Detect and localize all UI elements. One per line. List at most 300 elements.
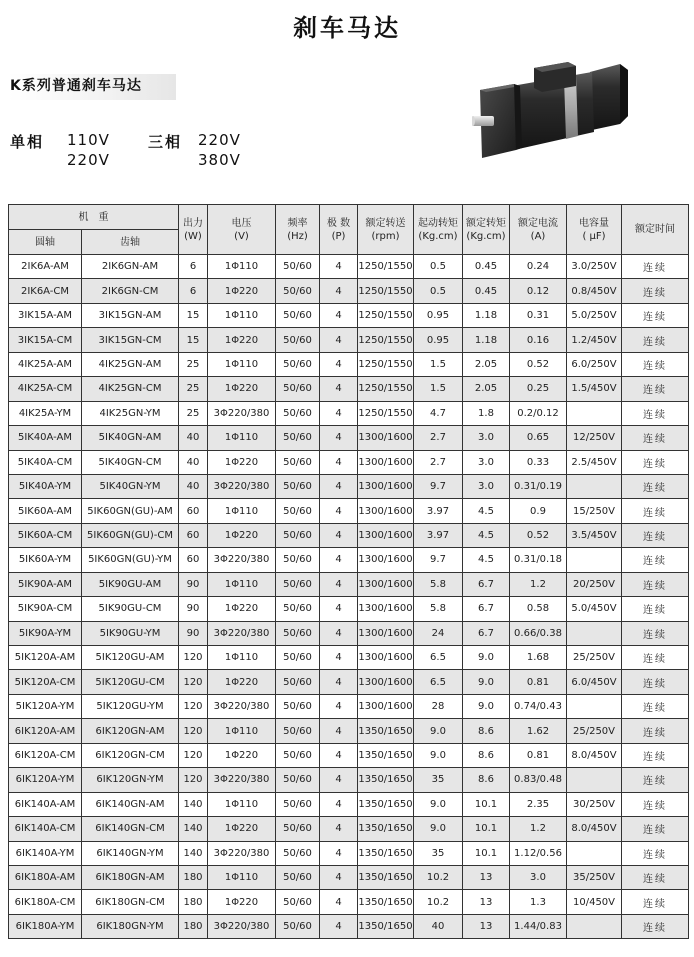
cell-output: 140	[179, 792, 208, 816]
cell-frequency: 50/60	[276, 548, 320, 572]
cell-rated-current: 1.2	[510, 572, 567, 596]
cell-voltage: 1Φ220	[208, 377, 276, 401]
cell-rated-time: 连续	[622, 743, 689, 767]
cell-rated-speed: 1350/1650	[358, 792, 414, 816]
single-phase-voltage-2: 220V	[67, 151, 110, 169]
cell-capacitance: 10/450V	[567, 890, 622, 914]
cell-rated-time: 连续	[622, 646, 689, 670]
header-voltage: 电压 (V)	[208, 205, 276, 255]
cell-poles: 4	[320, 523, 358, 547]
cell-rated-torque: 10.1	[463, 792, 510, 816]
cell-round-shaft-model: 4IK25A-YM	[9, 401, 82, 425]
cell-rated-torque: 8.6	[463, 719, 510, 743]
cell-starting-torque: 9.0	[414, 743, 463, 767]
cell-output: 140	[179, 817, 208, 841]
cell-starting-torque: 10.2	[414, 890, 463, 914]
cell-capacitance: 3.0/250V	[567, 255, 622, 279]
cell-round-shaft-model: 5IK120A-YM	[9, 694, 82, 718]
cell-rated-time: 连续	[622, 597, 689, 621]
cell-voltage: 1Φ110	[208, 499, 276, 523]
cell-poles: 4	[320, 572, 358, 596]
cell-rated-current: 1.3	[510, 890, 567, 914]
header-rated-time: 额定时间	[622, 205, 689, 255]
cell-voltage: 3Φ220/380	[208, 621, 276, 645]
cell-rated-speed: 1350/1650	[358, 914, 414, 938]
cell-rated-speed: 1300/1600	[358, 450, 414, 474]
cell-voltage: 1Φ220	[208, 890, 276, 914]
table-row	[9, 303, 689, 327]
cell-rated-torque: 2.05	[463, 377, 510, 401]
cell-starting-torque: 3.97	[414, 523, 463, 547]
cell-gear-shaft-model: 4IK25GN-AM	[82, 352, 179, 376]
table-row	[9, 743, 689, 767]
cell-round-shaft-model: 5IK90A-AM	[9, 572, 82, 596]
cell-round-shaft-model: 5IK90A-CM	[9, 597, 82, 621]
cell-rated-torque: 8.6	[463, 743, 510, 767]
cell-rated-current: 1.62	[510, 719, 567, 743]
cell-rated-current: 0.74/0.43	[510, 694, 567, 718]
cell-gear-shaft-model: 5IK60GN(GU)-CM	[82, 523, 179, 547]
cell-frequency: 50/60	[276, 865, 320, 889]
cell-voltage: 1Φ110	[208, 572, 276, 596]
cell-rated-time: 连续	[622, 670, 689, 694]
cell-starting-torque: 0.95	[414, 328, 463, 352]
cell-rated-current: 0.66/0.38	[510, 621, 567, 645]
cell-frequency: 50/60	[276, 768, 320, 792]
cell-frequency: 50/60	[276, 719, 320, 743]
cell-gear-shaft-model: 4IK25GN-CM	[82, 377, 179, 401]
cell-round-shaft-model: 6IK180A-CM	[9, 890, 82, 914]
cell-starting-torque: 10.2	[414, 865, 463, 889]
cell-frequency: 50/60	[276, 303, 320, 327]
cell-gear-shaft-model: 5IK90GU-AM	[82, 572, 179, 596]
table-row	[9, 352, 689, 376]
cell-starting-torque: 3.97	[414, 499, 463, 523]
cell-gear-shaft-model: 5IK90GU-CM	[82, 597, 179, 621]
cell-capacitance: 5.0/250V	[567, 303, 622, 327]
cell-output: 25	[179, 352, 208, 376]
cell-rated-torque: 6.7	[463, 597, 510, 621]
cell-rated-torque: 4.5	[463, 548, 510, 572]
cell-voltage: 3Φ220/380	[208, 474, 276, 498]
cell-starting-torque: 9.7	[414, 474, 463, 498]
header-starting-torque: 起动转矩 (Kg.cm)	[414, 205, 463, 255]
cell-rated-speed: 1300/1600	[358, 621, 414, 645]
cell-frequency: 50/60	[276, 279, 320, 303]
cell-rated-current: 0.31/0.19	[510, 474, 567, 498]
cell-starting-torque: 2.7	[414, 450, 463, 474]
cell-starting-torque: 0.95	[414, 303, 463, 327]
cell-rated-time: 连续	[622, 914, 689, 938]
cell-capacitance: 15/250V	[567, 499, 622, 523]
cell-rated-current: 0.31/0.18	[510, 548, 567, 572]
cell-capacitance	[567, 548, 622, 572]
cell-output: 40	[179, 474, 208, 498]
cell-rated-current: 0.58	[510, 597, 567, 621]
cell-round-shaft-model: 2IK6A-AM	[9, 255, 82, 279]
cell-output: 40	[179, 450, 208, 474]
cell-poles: 4	[320, 817, 358, 841]
cell-starting-torque: 35	[414, 768, 463, 792]
cell-round-shaft-model: 6IK120A-YM	[9, 768, 82, 792]
header-rated-speed: 额定转送 (rpm)	[358, 205, 414, 255]
cell-rated-speed: 1300/1600	[358, 548, 414, 572]
cell-rated-torque: 1.18	[463, 328, 510, 352]
cell-poles: 4	[320, 621, 358, 645]
header-rated-current: 额定电流 (A)	[510, 205, 567, 255]
cell-rated-current: 1.12/0.56	[510, 841, 567, 865]
cell-output: 120	[179, 646, 208, 670]
cell-capacitance: 0.8/450V	[567, 279, 622, 303]
cell-capacitance: 20/250V	[567, 572, 622, 596]
cell-rated-time: 连续	[622, 548, 689, 572]
cell-rated-torque: 9.0	[463, 646, 510, 670]
cell-rated-torque: 4.5	[463, 499, 510, 523]
cell-starting-torque: 9.0	[414, 792, 463, 816]
header-capacitance: 电容量 ( μF)	[567, 205, 622, 255]
cell-capacitance: 6.0/450V	[567, 670, 622, 694]
cell-rated-torque: 13	[463, 890, 510, 914]
cell-voltage: 3Φ220/380	[208, 768, 276, 792]
cell-output: 6	[179, 279, 208, 303]
cell-poles: 4	[320, 450, 358, 474]
cell-output: 120	[179, 768, 208, 792]
cell-poles: 4	[320, 352, 358, 376]
cell-frequency: 50/60	[276, 523, 320, 547]
table-row	[9, 450, 689, 474]
cell-voltage: 1Φ110	[208, 792, 276, 816]
cell-rated-time: 连续	[622, 523, 689, 547]
cell-gear-shaft-model: 3IK15GN-CM	[82, 328, 179, 352]
cell-rated-current: 0.12	[510, 279, 567, 303]
header-poles: 极 数 (P)	[320, 205, 358, 255]
cell-rated-current: 1.44/0.83	[510, 914, 567, 938]
cell-output: 120	[179, 694, 208, 718]
table-row	[9, 426, 689, 450]
cell-frequency: 50/60	[276, 890, 320, 914]
cell-rated-time: 连续	[622, 768, 689, 792]
cell-rated-torque: 0.45	[463, 255, 510, 279]
cell-capacitance	[567, 621, 622, 645]
cell-gear-shaft-model: 6IK140GN-YM	[82, 841, 179, 865]
cell-rated-speed: 1300/1600	[358, 694, 414, 718]
cell-rated-torque: 0.45	[463, 279, 510, 303]
three-phase-label: 三相	[148, 133, 183, 151]
table-row	[9, 817, 689, 841]
cell-output: 180	[179, 914, 208, 938]
cell-poles: 4	[320, 743, 358, 767]
cell-output: 25	[179, 401, 208, 425]
cell-starting-torque: 5.8	[414, 572, 463, 596]
cell-round-shaft-model: 6IK180A-AM	[9, 865, 82, 889]
cell-rated-torque: 9.0	[463, 694, 510, 718]
cell-rated-current: 0.52	[510, 523, 567, 547]
cell-output: 15	[179, 328, 208, 352]
cell-capacitance	[567, 841, 622, 865]
cell-round-shaft-model: 5IK90A-YM	[9, 621, 82, 645]
cell-frequency: 50/60	[276, 450, 320, 474]
cell-gear-shaft-model: 5IK120GU-AM	[82, 646, 179, 670]
cell-rated-torque: 2.05	[463, 352, 510, 376]
cell-poles: 4	[320, 768, 358, 792]
header-gear-shaft: 齿轴	[82, 230, 179, 255]
cell-output: 60	[179, 548, 208, 572]
cell-poles: 4	[320, 597, 358, 621]
cell-gear-shaft-model: 5IK40GN-AM	[82, 426, 179, 450]
cell-rated-time: 连续	[622, 841, 689, 865]
cell-gear-shaft-model: 6IK140GN-AM	[82, 792, 179, 816]
cell-rated-speed: 1250/1550	[358, 352, 414, 376]
cell-round-shaft-model: 6IK140A-AM	[9, 792, 82, 816]
cell-round-shaft-model: 5IK60A-YM	[9, 548, 82, 572]
cell-capacitance	[567, 914, 622, 938]
cell-output: 60	[179, 523, 208, 547]
table-row	[9, 548, 689, 572]
cell-frequency: 50/60	[276, 792, 320, 816]
cell-capacitance: 5.0/450V	[567, 597, 622, 621]
cell-rated-current: 0.65	[510, 426, 567, 450]
cell-rated-speed: 1350/1650	[358, 890, 414, 914]
spec-table-body	[9, 255, 689, 939]
table-row	[9, 768, 689, 792]
cell-poles: 4	[320, 548, 358, 572]
cell-rated-speed: 1300/1600	[358, 474, 414, 498]
cell-rated-speed: 1250/1550	[358, 279, 414, 303]
cell-capacitance: 25/250V	[567, 646, 622, 670]
cell-output: 40	[179, 426, 208, 450]
cell-rated-torque: 6.7	[463, 621, 510, 645]
cell-rated-speed: 1300/1600	[358, 426, 414, 450]
cell-rated-time: 连续	[622, 499, 689, 523]
cell-gear-shaft-model: 6IK180GN-AM	[82, 865, 179, 889]
table-row	[9, 914, 689, 938]
cell-rated-speed: 1250/1550	[358, 255, 414, 279]
cell-gear-shaft-model: 2IK6GN-CM	[82, 279, 179, 303]
cell-voltage: 1Φ110	[208, 255, 276, 279]
cell-capacitance: 8.0/450V	[567, 743, 622, 767]
cell-capacitance: 12/250V	[567, 426, 622, 450]
cell-output: 180	[179, 890, 208, 914]
cell-voltage: 3Φ220/380	[208, 841, 276, 865]
cell-rated-current: 0.33	[510, 450, 567, 474]
cell-round-shaft-model: 6IK140A-YM	[9, 841, 82, 865]
cell-starting-torque: 9.7	[414, 548, 463, 572]
cell-starting-torque: 0.5	[414, 255, 463, 279]
table-row	[9, 474, 689, 498]
cell-rated-speed: 1350/1650	[358, 768, 414, 792]
cell-rated-speed: 1250/1550	[358, 303, 414, 327]
cell-round-shaft-model: 6IK140A-CM	[9, 817, 82, 841]
header-frequency: 频率 (Hz)	[276, 205, 320, 255]
table-row	[9, 621, 689, 645]
cell-round-shaft-model: 5IK40A-AM	[9, 426, 82, 450]
table-row	[9, 255, 689, 279]
cell-poles: 4	[320, 914, 358, 938]
cell-poles: 4	[320, 499, 358, 523]
cell-rated-time: 连续	[622, 426, 689, 450]
cell-rated-time: 连续	[622, 474, 689, 498]
cell-rated-time: 连续	[622, 817, 689, 841]
brake-motor-photo	[472, 50, 632, 170]
cell-capacitance	[567, 474, 622, 498]
cell-rated-current: 0.2/0.12	[510, 401, 567, 425]
cell-poles: 4	[320, 474, 358, 498]
cell-gear-shaft-model: 3IK15GN-AM	[82, 303, 179, 327]
header-model: 机 重	[9, 205, 179, 230]
cell-gear-shaft-model: 5IK60GN(GU)-YM	[82, 548, 179, 572]
table-row	[9, 523, 689, 547]
single-phase-voltages	[10, 131, 110, 169]
cell-gear-shaft-model: 5IK120GU-YM	[82, 694, 179, 718]
cell-rated-speed: 1350/1650	[358, 841, 414, 865]
cell-rated-time: 连续	[622, 792, 689, 816]
three-phase-voltage-1: 220V	[198, 131, 241, 149]
cell-rated-time: 连续	[622, 621, 689, 645]
cell-rated-time: 连续	[622, 865, 689, 889]
cell-starting-torque: 35	[414, 841, 463, 865]
cell-frequency: 50/60	[276, 499, 320, 523]
cell-gear-shaft-model: 5IK40GN-YM	[82, 474, 179, 498]
cell-rated-current: 1.68	[510, 646, 567, 670]
cell-poles: 4	[320, 377, 358, 401]
cell-rated-time: 连续	[622, 328, 689, 352]
cell-voltage: 1Φ110	[208, 646, 276, 670]
cell-voltage: 3Φ220/380	[208, 914, 276, 938]
cell-rated-torque: 13	[463, 914, 510, 938]
cell-voltage: 1Φ110	[208, 352, 276, 376]
cell-round-shaft-model: 5IK120A-AM	[9, 646, 82, 670]
cell-voltage: 3Φ220/380	[208, 401, 276, 425]
cell-capacitance	[567, 401, 622, 425]
cell-poles: 4	[320, 255, 358, 279]
cell-frequency: 50/60	[276, 841, 320, 865]
table-row	[9, 670, 689, 694]
cell-voltage: 3Φ220/380	[208, 548, 276, 572]
cell-gear-shaft-model: 5IK40GN-CM	[82, 450, 179, 474]
cell-rated-torque: 9.0	[463, 670, 510, 694]
cell-rated-torque: 1.18	[463, 303, 510, 327]
cell-capacitance: 1.2/450V	[567, 328, 622, 352]
cell-starting-torque: 9.0	[414, 719, 463, 743]
cell-rated-speed: 1350/1650	[358, 817, 414, 841]
cell-rated-speed: 1250/1550	[358, 328, 414, 352]
cell-rated-torque: 3.0	[463, 450, 510, 474]
cell-rated-current: 0.25	[510, 377, 567, 401]
cell-rated-time: 连续	[622, 719, 689, 743]
cell-capacitance	[567, 768, 622, 792]
cell-output: 60	[179, 499, 208, 523]
cell-starting-torque: 1.5	[414, 377, 463, 401]
table-row	[9, 646, 689, 670]
cell-rated-time: 连续	[622, 450, 689, 474]
cell-voltage: 1Φ220	[208, 597, 276, 621]
cell-voltage: 1Φ220	[208, 523, 276, 547]
table-row	[9, 865, 689, 889]
cell-output: 25	[179, 377, 208, 401]
table-row	[9, 377, 689, 401]
cell-gear-shaft-model: 5IK90GU-YM	[82, 621, 179, 645]
cell-round-shaft-model: 6IK120A-CM	[9, 743, 82, 767]
cell-starting-torque: 5.8	[414, 597, 463, 621]
cell-poles: 4	[320, 401, 358, 425]
cell-voltage: 1Φ220	[208, 450, 276, 474]
table-row	[9, 890, 689, 914]
cell-output: 120	[179, 719, 208, 743]
cell-voltage: 1Φ110	[208, 719, 276, 743]
cell-starting-torque: 2.7	[414, 426, 463, 450]
cell-frequency: 50/60	[276, 572, 320, 596]
header-output: 出力 (W)	[179, 205, 208, 255]
cell-rated-torque: 8.6	[463, 768, 510, 792]
cell-poles: 4	[320, 694, 358, 718]
spec-table	[8, 204, 689, 939]
cell-rated-current: 2.35	[510, 792, 567, 816]
cell-gear-shaft-model: 6IK140GN-CM	[82, 817, 179, 841]
cell-round-shaft-model: 5IK40A-CM	[9, 450, 82, 474]
cell-output: 120	[179, 743, 208, 767]
cell-rated-speed: 1350/1650	[358, 719, 414, 743]
cell-output: 140	[179, 841, 208, 865]
cell-rated-speed: 1300/1600	[358, 499, 414, 523]
cell-rated-current: 3.0	[510, 865, 567, 889]
table-row	[9, 694, 689, 718]
cell-output: 90	[179, 572, 208, 596]
cell-output: 15	[179, 303, 208, 327]
table-row	[9, 572, 689, 596]
cell-rated-speed: 1350/1650	[358, 743, 414, 767]
cell-round-shaft-model: 5IK120A-CM	[9, 670, 82, 694]
cell-capacitance: 35/250V	[567, 865, 622, 889]
cell-rated-current: 0.81	[510, 743, 567, 767]
cell-starting-torque: 4.7	[414, 401, 463, 425]
cell-rated-current: 0.24	[510, 255, 567, 279]
cell-starting-torque: 9.0	[414, 817, 463, 841]
cell-starting-torque: 40	[414, 914, 463, 938]
cell-voltage: 1Φ220	[208, 279, 276, 303]
cell-frequency: 50/60	[276, 328, 320, 352]
cell-rated-current: 0.16	[510, 328, 567, 352]
cell-rated-torque: 4.5	[463, 523, 510, 547]
cell-voltage: 1Φ220	[208, 328, 276, 352]
cell-gear-shaft-model: 6IK180GN-CM	[82, 890, 179, 914]
cell-rated-time: 连续	[622, 694, 689, 718]
cell-poles: 4	[320, 279, 358, 303]
cell-capacitance: 3.5/450V	[567, 523, 622, 547]
cell-rated-time: 连续	[622, 890, 689, 914]
cell-starting-torque: 28	[414, 694, 463, 718]
cell-rated-speed: 1300/1600	[358, 670, 414, 694]
cell-capacitance: 25/250V	[567, 719, 622, 743]
cell-rated-torque: 10.1	[463, 817, 510, 841]
cell-gear-shaft-model: 2IK6GN-AM	[82, 255, 179, 279]
header-round-shaft: 圆轴	[9, 230, 82, 255]
cell-frequency: 50/60	[276, 646, 320, 670]
cell-rated-time: 连续	[622, 279, 689, 303]
table-row	[9, 719, 689, 743]
cell-rated-torque: 3.0	[463, 426, 510, 450]
cell-output: 120	[179, 670, 208, 694]
cell-round-shaft-model: 5IK40A-YM	[9, 474, 82, 498]
cell-poles: 4	[320, 646, 358, 670]
three-phase-voltage-2: 380V	[198, 151, 241, 169]
cell-rated-time: 连续	[622, 377, 689, 401]
cell-starting-torque: 6.5	[414, 646, 463, 670]
cell-voltage: 1Φ110	[208, 303, 276, 327]
series-title: K系列普通刹车马达	[8, 74, 176, 100]
cell-poles: 4	[320, 841, 358, 865]
cell-rated-torque: 1.8	[463, 401, 510, 425]
cell-round-shaft-model: 4IK25A-AM	[9, 352, 82, 376]
